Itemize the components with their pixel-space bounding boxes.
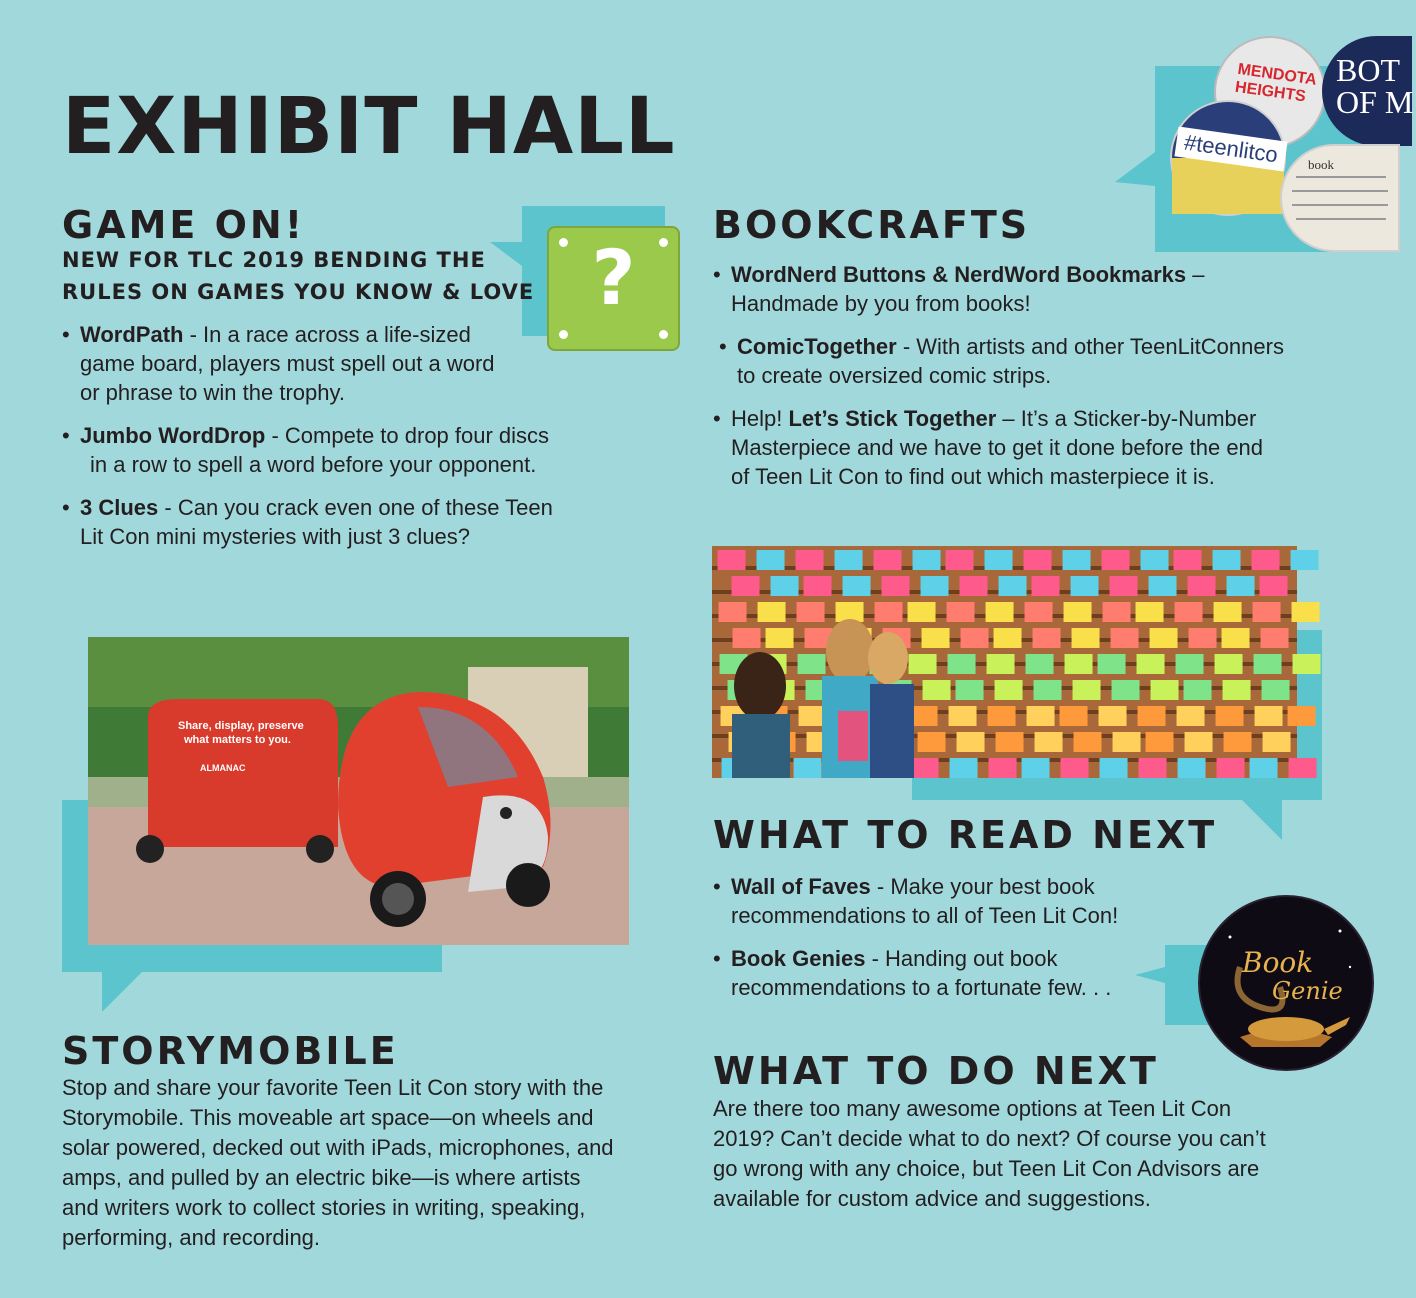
sticky-note [1032,576,1060,596]
sticky-note [757,550,785,570]
sticky-note [1262,680,1290,700]
sticky-note [843,576,871,596]
sticky-note [794,758,822,778]
sticky-note [1099,706,1127,726]
sticky-note [989,758,1017,778]
sticky-note [948,654,976,674]
sticky-note [1027,706,1055,726]
sticky-note [732,576,760,596]
sticky-note [771,576,799,596]
sticky-note [946,550,974,570]
game-on-heading: GAME ON! [62,203,306,247]
sticky-note [797,602,825,622]
read-next-list [713,872,1193,1016]
do-next-heading: WHAT TO DO NEXT [713,1049,1159,1093]
sticky-note [918,732,946,752]
sticky-note [1064,602,1092,622]
sticky-note [1222,628,1250,648]
sticky-note [798,654,826,674]
sticky-note [1035,732,1063,752]
sticky-note [1250,758,1278,778]
list-item: • Wall of Faves - Make your best book recommendations to all of Teen Lit Con! [713,874,1119,928]
bookcrafts-heading: BOOKCRAFTS [713,203,1031,247]
sticky-note [1293,654,1321,674]
sticky-note [1261,628,1289,648]
sticky-note [882,576,910,596]
sticky-note [1213,550,1241,570]
button-mendota-icon: MENDOTA HEIGHTS [1214,36,1326,148]
button-teenlitcon-icon: #teenlitco [1170,100,1286,216]
sticky-note [994,628,1022,648]
sticky-note [1184,680,1212,700]
list-item: • ComicTogether - With artists and other TeenLitConners to create oversized comic strips. [719,334,1284,388]
sticky-note [1146,732,1174,752]
sticky-note [1110,576,1138,596]
sticky-note [1227,576,1255,596]
list-item: • 3 Clues - Can you crack even one of these Teen Lit Con mini mysteries with just 3 clues? [62,495,553,549]
sticky-note [804,576,832,596]
sticky-note [1024,550,1052,570]
sticky-note [923,680,951,700]
sticky-note [1137,654,1165,674]
sticky-note [1102,550,1130,570]
sticky-notes-image [712,546,1297,778]
sticky-note [985,550,1013,570]
sticky-note [1060,706,1088,726]
sticky-note [1288,706,1316,726]
sticky-note [1073,680,1101,700]
sticky-note [766,628,794,648]
sticky-note [1254,654,1282,674]
sticky-note [1255,706,1283,726]
game-on-subheading: NEW FOR TLC 2019 BENDING THE RULES ON GAMES YOU KNOW & LOVE [62,248,535,304]
sticky-note [1176,654,1204,674]
sticky-note [1136,602,1164,622]
sticky-note-wall-photo [712,546,1297,778]
sticky-note [1217,758,1245,778]
sticky-note [1025,602,1053,622]
sticky-note [908,602,936,622]
sticky-note [999,576,1027,596]
storymobile-image [88,637,629,945]
sticky-note [995,680,1023,700]
sticky-note [1141,550,1169,570]
badge-text-genie: Genie [1272,977,1343,1005]
badge-text-book: Book [1242,946,1314,979]
sticky-note [1177,706,1205,726]
sticky-note [1174,550,1202,570]
sticky-note [1061,758,1089,778]
page-title: EXHIBIT HALL [62,82,676,172]
sticky-note [996,732,1024,752]
trailer-text-3: ALMANAC [200,763,246,773]
sticky-note [875,602,903,622]
list-item: • Book Genies - Handing out book recommendations to a fortunate few. . . [713,946,1112,1000]
sticky-note [913,550,941,570]
sticky-note [835,550,863,570]
sticky-note [796,550,824,570]
trailer-text-2: what matters to you. [184,734,291,746]
sticky-note [1151,680,1179,700]
sticky-note [1214,602,1242,622]
sticky-note [1189,628,1217,648]
sticky-note [1149,576,1177,596]
sticky-note [1022,758,1050,778]
sticky-note [1072,628,1100,648]
sticky-note [1175,602,1203,622]
sticky-note [1071,576,1099,596]
sticky-note [1223,680,1251,700]
sticky-note [1253,602,1281,622]
sticky-note [960,576,988,596]
sticky-note [987,654,1015,674]
sticky-note [1224,732,1252,752]
sticky-note [1263,732,1291,752]
sticky-note [718,550,746,570]
read-next-heading: WHAT TO READ NEXT [713,813,1218,857]
sticky-note [733,628,761,648]
sticky-note [988,706,1016,726]
button-book-page-icon: book [1280,144,1400,252]
question-block-icon: ? [547,226,680,351]
sticky-note [1216,706,1244,726]
sticky-note [922,628,950,648]
sticky-note [1113,732,1141,752]
sticky-note [1215,654,1243,674]
sticky-note [1138,706,1166,726]
sticky-note [947,602,975,622]
sticky-note [1178,758,1206,778]
sticky-note [1139,758,1167,778]
button-bot-of-me-icon: BOT OF M [1322,36,1412,146]
sticky-note [911,758,939,778]
sticky-note [1074,732,1102,752]
list-item: • WordPath - In a race across a life-sized game board, players must spell out a word or phrase to win the trophy. [62,322,495,405]
sticky-note [1291,550,1319,570]
sticky-note [1292,602,1320,622]
sticky-note [874,550,902,570]
list-item: • Jumbo WordDrop - Compete to drop four discs in a row to spell a word before your opponent. [62,423,550,477]
game-on-list [62,320,582,565]
do-next-description: Are there too many awesome options at Teen Lit Con 2019? Can’t decide what to do next? Of course you can’t go wrong with any choice, but Teen Lit Con Advisors are available for custom advice and suggestions. [713,1096,1266,1211]
list-item: • Help! Let’s Stick Together – It’s a Sticker-by-Number Masterpiece and we have to get it done before the end of Teen Lit Con to find out which masterpiece it is. [713,406,1264,489]
sticky-note [1033,628,1061,648]
storymobile-photo [88,637,629,945]
sticky-note [956,680,984,700]
sticky-note [949,706,977,726]
sticky-note [1034,680,1062,700]
sticky-note [950,758,978,778]
sticky-note [909,654,937,674]
sticky-note [836,602,864,622]
sticky-note [986,602,1014,622]
sticky-note [1026,654,1054,674]
sticky-note [1098,654,1126,674]
sticky-note [719,602,747,622]
sticky-note [1112,680,1140,700]
sticky-note [1252,550,1280,570]
sticky-note [957,732,985,752]
sticky-note [1260,576,1288,596]
storymobile-description: Stop and share your favorite Teen Lit Con story with the Storymobile. This moveable art space—on wheels and solar powered, decked out with iPads, microphones, and amps, and pulled by an electric bike—is where artists and writers work to collect stories in writing, speaking, performing, and recording. [62,1075,614,1250]
sticky-note [1188,576,1216,596]
sticky-note [1103,602,1131,622]
sticky-note [1063,550,1091,570]
storymobile-heading: STORYMOBILE [62,1029,399,1073]
list-item: • WordNerd Buttons & NerdWord Bookmarks – Handmade by you from books! [713,262,1205,316]
sticky-note [921,576,949,596]
sticky-note [1289,758,1317,778]
bookcrafts-list [713,260,1333,505]
sticky-note [1111,628,1139,648]
sticky-note [1185,732,1213,752]
trailer-text-1: Share, display, preserve [178,720,304,732]
sticky-note [758,602,786,622]
sticky-note [1150,628,1178,648]
sticky-note [961,628,989,648]
sticky-note [1100,758,1128,778]
sticky-note [1065,654,1093,674]
book-genie-badge [1198,895,1374,1071]
